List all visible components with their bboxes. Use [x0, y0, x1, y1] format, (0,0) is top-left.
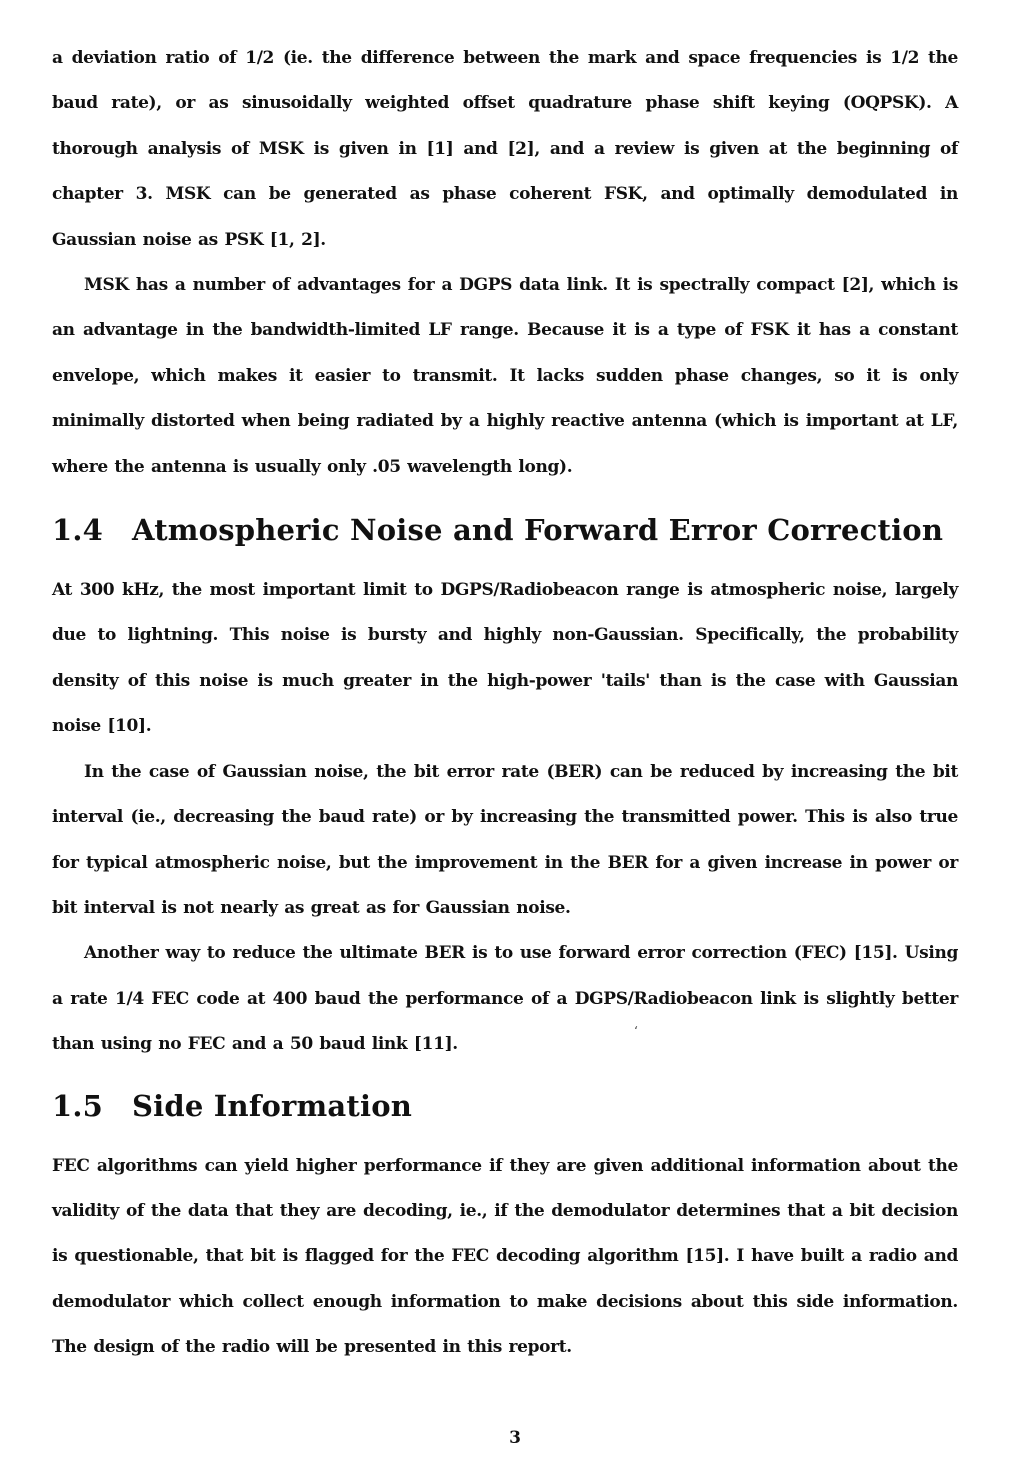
paragraph-fec: Another way to reduce the ultimate BER is to use forward error correction (FEC) [15]. Using a rate 1/4 FEC code at 400 baud the performance of a DGPS/Radiobeacon link is slightly better than using no FEC and a 50 baud link [11]. — [52, 943, 958, 1055]
stray-mark: ‘ — [634, 1024, 638, 1038]
paragraph-side-information: FEC algorithms can yield higher performance if they are given additional information about the validity of the data that they are decoding, ie., if the demodulator determines that a bit decision is questionable, that bit is flagged for the FEC decoding algorithm [15]. I have built a radio and demodulator which collect enough information to make decisions about this side information. The design of the radio will be presented in this report. — [52, 1155, 958, 1358]
section-number: 1.5 — [52, 1088, 104, 1123]
paragraph-gaussian-ber: In the case of Gaussian noise, the bit error rate (BER) can be reduced by increasing the bit interval (ie., decreasing the baud rate) or by increasing the transmitted power. This is also true for typical atmospheric noise, but the improvement in the BER for a given increase in power or bit interval is not nearly as great as for Gaussian noise. — [52, 761, 958, 918]
section-heading-1-4 — [52, 512, 958, 548]
section-title: Side Information — [132, 1088, 413, 1123]
paragraph-msk-advantages: MSK has a number of advantages for a DGPS data link. It is spectrally compact [2], which is an advantage in the bandwidth-limited LF range. Because it is a type of FSK it has a constant envelope, which makes it easier to transmit. It lacks sudden phase changes, so it is only minimally distorted when being radiated by a highly reactive antenna (which is important at LF, where the antenna is usually only .05 wavelength long). — [52, 275, 958, 477]
paragraph-atmospheric-noise: At 300 kHz, the most important limit to DGPS/Radiobeacon range is atmospheric noise, largely due to lightning. This noise is bursty and highly non-Gaussian. Specifically, the probability density of this noise is much greater in the high-power 'tails' than is the case with Gaussian noise [10]. — [52, 580, 958, 737]
section-title: Atmospheric Noise and Forward Error Correction — [132, 513, 944, 548]
paragraph-msk-definition: a deviation ratio of 1/2 (ie. the difference between the mark and space frequencies is 1/2 the baud rate), or as sinusoidally weighted offset quadrature phase shift keying (OQPSK). A thorough analysis of MSK is given in [1] and [2], and a review is given at the beginning of chapter 3. MSK can be generated as phase coherent FSK, and optimally demodulated in Gaussian noise as PSK [1, 2]. — [52, 48, 958, 250]
section-number: 1.4 — [52, 513, 104, 548]
page-number: 3 — [509, 1428, 521, 1448]
section-heading-1-5 — [52, 1088, 958, 1124]
page-body — [52, 36, 958, 1371]
